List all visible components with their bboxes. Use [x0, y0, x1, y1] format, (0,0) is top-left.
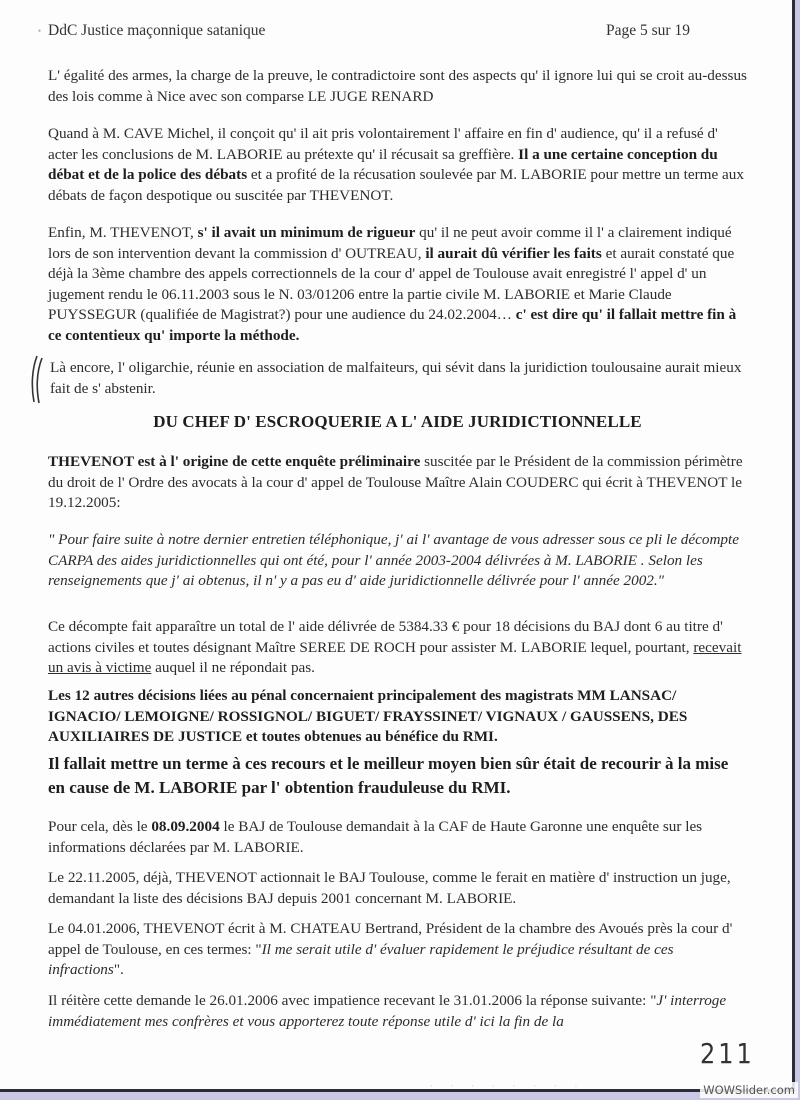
paragraph-2: [48, 124, 748, 206]
paragraph-7: [48, 617, 748, 679]
scan-dot: •: [38, 26, 42, 36]
paragraph-8: [48, 686, 748, 748]
paragraph-6-quote: " Pour faire suite à notre dernier entretien téléphonique, j' ai l' avantage de vous adresser sous ce pli le décompte CARPA des aides juridictionnelles qui ont été, pour l' année 2003-2004 délivrées à M. LABORIE . Selon les renseignements que j' ai obtenus, il n' y a pas eu d' aide juridictionnelle délivrée pour l' année 2002.": [48, 531, 739, 589]
scan-artifact: · · · · · · · ·: [430, 1082, 586, 1091]
text: et a profité de la récusation soulevée par M. LABORIE pour mettre un terme aux débats de façon despotique ou suscitée par THEVENOT.: [48, 166, 744, 204]
bold-text: c' est dire qu' il fallait mettre fin à ce contentieux qu' importe la méthode.: [48, 306, 737, 344]
text: Pour cela, dès le: [48, 818, 152, 835]
paragraph-12: [48, 919, 748, 981]
bold-text: Il a une certaine conception du débat et de la police des débats: [48, 145, 718, 183]
bold-text: Les 12 autres décisions liées au pénal concernaient principalement des magistrats MM LANSAC/ IGNACIO/ LEMOIGNE/ ROSSIGNOL/ BIGUET/ FRAYSSINET/ VIGNAUX / GAUSSENS, DES AUXILIAIRES DE JUSTICE: [48, 687, 688, 745]
paragraph-10: [48, 817, 748, 858]
handwritten-bracket-icon: [28, 354, 50, 404]
bold-text: il aurait dû vérifier les faits: [425, 244, 602, 262]
text: auquel il ne répondait pas.: [151, 659, 315, 676]
document-header-title: DdC Justice maçonnique satanique: [48, 22, 266, 39]
paragraph-4: Là encore, l' oligarchie, réunie en association de malfaiteurs, qui sévit dans la juridiction toulousaine aurait mieux fait de s' abstenir.: [50, 359, 742, 397]
text: Enfin, M. THEVENOT,: [48, 224, 198, 241]
page-number: Page 5 sur 19: [606, 22, 690, 39]
text: Ce décompte fait apparaître un total de l' aide délivrée de 5384.33 € pour 18 décisions du BAJ dont 6 au titre d' actions civiles et toutes désignant Maître SEREE DE ROCH pour assister M. LABORIE lequel, pourtant,: [48, 618, 723, 656]
paragraph-13: [48, 991, 748, 1032]
section-heading: DU CHEF D' ESCROQUERIE A L' AIDE JURIDICTIONNELLE: [153, 412, 642, 431]
text: ".: [113, 961, 124, 978]
underlined-text: recevait un avis à victime: [48, 638, 742, 676]
bold-text: s' il avait un minimum de rigueur: [197, 224, 416, 241]
text: Quand à M. CAVE Michel, il conçoit qu' il ait pris volontairement l' affaire en fin d' audience, qu' il a refusé d' acter les conclusions de M. LABORIE au prétexte qu' il récusait sa greffière.: [48, 125, 718, 163]
text: et aurait constaté que déjà la 3ème chambre des appels correctionnels de la cour d' appel de Toulouse avait enregistré l' appel d' un jugement rendu le 06.11.2003 sous le N. 03/01206 entre la partie civile M. LABORIE et Marie Claude PUYSSEGUR (qualifiée de Magistrat?) pour une audience du 24.02.2004…: [48, 244, 735, 323]
bold-text: et toutes obtenues au bénéfice du RMI.: [242, 728, 498, 745]
text: Le 04.01.2006, THEVENOT écrit à M. CHATEAU Bertrand, Président de la chambre des Avoués près la cour d' appel de Toulouse, en ces termes: ": [48, 920, 733, 958]
text: le BAJ de Toulouse demandait à la CAF de Haute Garonne une enquête sur les informations déclarées par M. LABORIE.: [48, 818, 703, 856]
text: suscitée par le Président de la commission périmètre du droit de l' Ordre des avocats à la cour d' appel de Toulouse Maître Alain COUDERC qui écrit à THEVENOT le 19.12.2005:: [48, 453, 743, 511]
paragraph-11: Le 22.11.2005, déjà, THEVENOT actionnait le BAJ Toulouse, comme le ferait en matière d' instruction un juge, demandant la liste des décisions BAJ depuis 2001 concernant M. LABORIE.: [48, 869, 731, 907]
text: qu' il ne peut avoir comme il l' a clairement indiqué lors de son intervention devant la commission d' OUTREAU,: [48, 224, 732, 262]
paragraph-9: Il fallait mettre un terme à ces recours et le meilleur moyen bien sûr était de recourir à la mise en cause de M. LABORIE par l' obtention frauduleuse du RMI.: [48, 754, 729, 797]
paragraph-5: [48, 452, 748, 514]
italic-quote: Il me serait utile d' évaluer rapidement le préjudice résultant de ces infractions: [48, 940, 674, 978]
paragraph-1: L' égalité des armes, la charge de la preuve, le contradictoire sont des aspects qu' il ignore lui qui se croit au-dessus des lois comme à Nice avec son comparse LE JUGE RENARD: [48, 67, 747, 105]
watermark: WOWSlider.com: [700, 1082, 798, 1098]
handwritten-page-number: 211: [700, 1037, 755, 1071]
italic-quote: J' interroge immédiatement mes confrères et vous apporterez toute réponse utile d' ici la fin de la: [48, 992, 727, 1030]
bold-date: 08.09.2004: [151, 818, 220, 835]
text: Il réitère cette demande le 26.01.2006 avec impatience recevant le 31.01.2006 la réponse suivante: ": [48, 992, 657, 1009]
paragraph-3: [48, 223, 748, 346]
bold-text: THEVENOT est à l' origine de cette enquête préliminaire: [48, 453, 421, 470]
